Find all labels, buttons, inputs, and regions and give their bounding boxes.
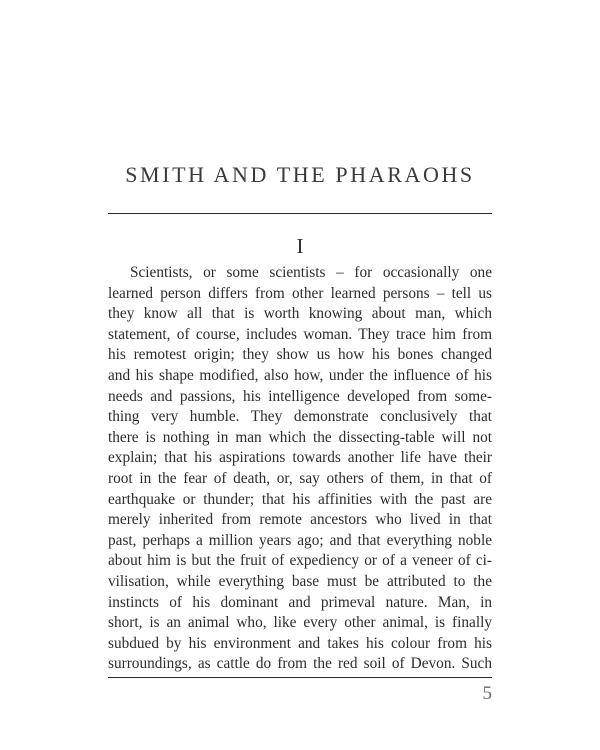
text-line: thing very humble. They demonstrate conclusively that xyxy=(108,408,492,426)
text-line: Scientists, or some scientists – for occasionally one xyxy=(130,264,492,281)
text-line: about him is but the fruit of expediency or of a veneer of ci- xyxy=(108,552,492,570)
text-line: and his shape modified, also how, under the influence of his xyxy=(108,366,492,384)
text-line: merely inherited from remote ancestors who lived in that xyxy=(108,511,492,529)
text-line: learned person differs from other learned persons – tell us xyxy=(108,284,492,302)
text-line: root in the fear of death, or, say others of them, in that of xyxy=(108,469,492,487)
text-line: his remotest origin; they show us how his bones changed xyxy=(108,346,492,364)
text-line: earthquake or thunder; that his affinities with the past are xyxy=(108,490,492,508)
section-number: I xyxy=(296,234,304,258)
chapter-title: SMITH AND THE PHARAOHS xyxy=(125,162,475,187)
text-line: subdued by his environment and takes his colour from his xyxy=(108,634,492,652)
body-paragraph xyxy=(108,263,492,675)
text-line: surroundings, as cattle do from the red soil of Devon. Such xyxy=(108,655,492,673)
text-line: they know all that is worth knowing about man, which xyxy=(108,305,492,323)
text-line: explain; that his aspirations towards another life have their xyxy=(108,449,492,467)
text-line: needs and passions, his intelligence developed from some- xyxy=(108,387,492,405)
text-line: statement, of course, includes woman. They trace him from xyxy=(108,325,492,343)
title-divider xyxy=(108,213,492,214)
text-line: there is nothing in man which the dissecting-table will not xyxy=(108,428,492,446)
page-number: 5 xyxy=(482,683,492,704)
text-line: past, perhaps a million years ago; and that everything noble xyxy=(108,531,492,549)
text-line: vilisation, while everything base must be attributed to the xyxy=(108,572,492,590)
footer-divider xyxy=(108,677,492,678)
text-line: short, is an animal who, like every other animal, is finally xyxy=(108,614,492,632)
text-line: instincts of his dominant and primeval nature. Man, in xyxy=(108,593,492,611)
